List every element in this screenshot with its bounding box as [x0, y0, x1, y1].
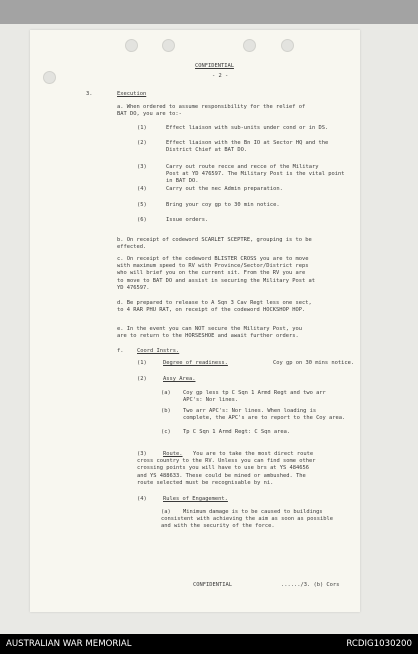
- punch-hole: [281, 39, 294, 52]
- item-line: Carry out route recce and recce of the Military: [166, 164, 319, 170]
- top-strip: [0, 0, 418, 24]
- para-c-line: who will brief you on the current sit. From the RV you are: [117, 270, 306, 277]
- f2-item-line: Coy gp less tp C Sqn 1 Armd Regt and two arr: [183, 390, 326, 396]
- classification-footer: CONFIDENTIAL: [193, 582, 232, 588]
- f1-num: (1): [137, 360, 147, 366]
- item-number: (3): [137, 164, 147, 170]
- f2-item-line: APC's: Nor lines.: [183, 397, 239, 404]
- item-number: (2): [137, 140, 147, 146]
- f3-title: Route.: [163, 451, 183, 457]
- punch-hole: [43, 71, 56, 84]
- item-number: (4): [137, 186, 147, 192]
- f3-line: You are to take the most direct route: [193, 451, 314, 457]
- item-number: (6): [137, 217, 147, 223]
- f2-item-number: (c): [161, 429, 171, 435]
- f3-line: crossing points you will have to use brs at YS 484656: [137, 465, 310, 472]
- item-line: Effect liaison with sub-units under cond or in DS.: [166, 125, 329, 131]
- item-line: Effect liaison with the Bn IO at Sector HQ and the: [166, 140, 329, 146]
- f-label: f.: [117, 348, 124, 354]
- footer-id: RCDIG1030200: [346, 639, 412, 649]
- classification-header: CONFIDENTIAL: [195, 63, 234, 69]
- f2-title: Assy Area.: [163, 376, 196, 382]
- section-title: Execution: [117, 91, 147, 97]
- document-page: [30, 30, 360, 612]
- f2-item-line: complete, the APC's are to report to the Coy area.: [183, 415, 346, 422]
- footer-source: AUSTRALIAN WAR MEMORIAL: [6, 639, 132, 649]
- f3-line: cross country to the RV. Unless you can find some other: [137, 458, 316, 465]
- para-e-line: are to return to the HORSESHOE and await further orders.: [117, 333, 299, 340]
- scan-sheet: [0, 24, 418, 634]
- para-e-line: e. In the event you can NOT secure the Military Post, you: [117, 326, 302, 332]
- f1-title: Degree of readiness.: [163, 360, 228, 366]
- f3-line: route selected must be recognisable by ni.: [137, 479, 274, 486]
- item-line: Issue orders.: [166, 217, 209, 223]
- item-line: Post at YD 476597. The Military Post is the vital point: [166, 171, 345, 178]
- para-c-line: with maximum speed to RV with Province/Sector/District reps: [117, 263, 309, 270]
- item-number: (5): [137, 202, 147, 208]
- item-line: District Chief at BAT DO.: [166, 147, 248, 154]
- item-line: Bring your coy gp to 30 min notice.: [166, 202, 280, 208]
- para-a-line: BAT DO, you are to:-: [117, 111, 182, 118]
- item-line: in BAT DO.: [166, 178, 199, 185]
- page-number: - 2 -: [212, 73, 229, 79]
- f3-line: and YS 488633. These could be mined or ambushed. The: [137, 472, 306, 479]
- f-title: Coord Instrs.: [137, 348, 180, 354]
- item-line: Carry out the nec Admin preparation.: [166, 186, 283, 192]
- para-b-line: effected.: [117, 244, 147, 251]
- archive-footer: [0, 634, 418, 654]
- para-c-line: to move to BAT DO and assist in securing the Military Post at: [117, 277, 315, 284]
- f2-num: (2): [137, 376, 147, 382]
- para-c-line: YD 476597.: [117, 284, 150, 291]
- f2-item-number: (a): [161, 390, 171, 396]
- f2-item-number: (b): [161, 408, 171, 414]
- punch-hole: [243, 39, 256, 52]
- item-number: (1): [137, 125, 147, 131]
- para-c-line: c. On receipt of the codeword BLISTER CROSS you are to move: [117, 256, 309, 262]
- f4-item-line: consistent with achieving the aim as soon as possible: [161, 516, 334, 523]
- f4-item-line: Minimum damage is to be caused to buildings: [183, 509, 323, 515]
- f4-num: (4): [137, 496, 147, 502]
- para-d-line: d. Be prepared to release to A Sqn 3 Cav Regt less one sect,: [117, 300, 312, 306]
- punch-hole: [125, 39, 138, 52]
- f2-item-line: Tp C Sqn 1 Armd Regt: C Sqn area.: [183, 429, 291, 435]
- para-b-line: b. On receipt of codeword SCARLET SCEPTRE, grouping is to be: [117, 237, 312, 243]
- f3-num: (3): [137, 451, 147, 457]
- f4-item-number: (a): [161, 509, 171, 515]
- para-d-line: to 4 RAR PHU RAT, on receipt of the codeword HOCKSHOP HOP.: [117, 307, 306, 314]
- f4-item-line: and with the security of the force.: [161, 523, 275, 530]
- punch-hole: [162, 39, 175, 52]
- f4-title: Rules of Engagement.: [163, 496, 228, 502]
- f1-text: Coy gp on 30 mins notice.: [273, 360, 355, 366]
- para-a-line: a. When ordered to assume responsibility for the relief of: [117, 104, 306, 110]
- section-number: 3.: [86, 91, 93, 97]
- continuation-note: ....../3. (b) Cors: [281, 582, 340, 588]
- f2-item-line: Two arr APC's: Nor lines. When loading is: [183, 408, 317, 414]
